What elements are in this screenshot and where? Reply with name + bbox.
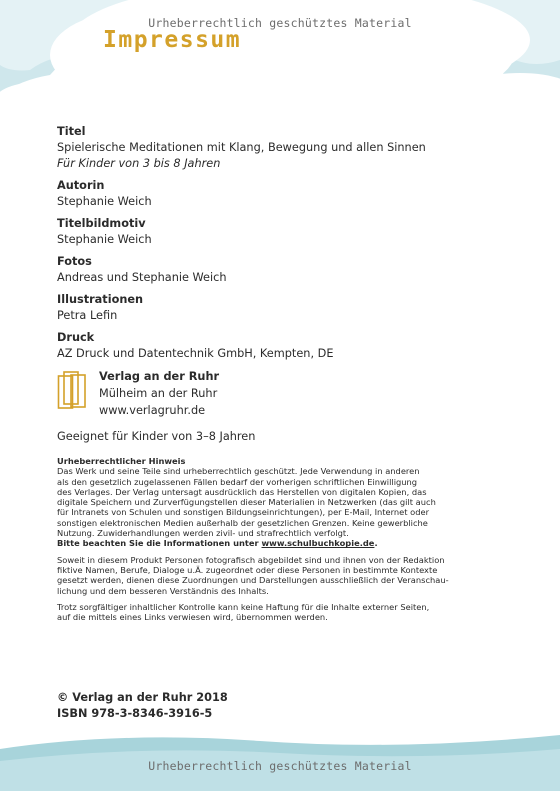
section-value: Andreas und Stephanie Weich <box>57 271 227 284</box>
page-title: Impressum <box>103 27 242 53</box>
section-label: Illustrationen <box>57 293 144 306</box>
section-author <box>57 178 517 210</box>
text-line: fiktive Namen, Berufe, Dialoge u.Ä. zugeordnet oder diese Personen in bestimmte Kontexte <box>57 564 438 575</box>
book-logo-icon <box>57 370 87 410</box>
legal-note-prefix: Bitte beachten Sie die Informationen unter <box>57 538 262 549</box>
legal-notice <box>57 456 517 622</box>
section-value: Petra Lefin <box>57 309 118 322</box>
legal-heading: Urheberrechtlicher Hinweis <box>57 456 186 466</box>
section-photos <box>57 254 517 286</box>
section-value: Stephanie Weich <box>57 233 152 246</box>
legal-paragraph-photos <box>57 555 517 596</box>
legal-paragraph-liability <box>57 602 517 623</box>
publisher-details <box>99 368 219 419</box>
section-cover-motif <box>57 216 517 248</box>
text-line: als den gesetzlich zugelassenen Fällen bedarf der vorherigen schriftlichen Einwilligung <box>57 476 418 487</box>
section-print <box>57 330 517 362</box>
text-line: auf die mittels eines Links verwiesen wird, übernommen werden. <box>57 612 328 623</box>
text-line: lichung und dem besseren Verständnis des Inhalts. <box>57 585 269 596</box>
copyright-watermark-bottom: Urheberrechtlich geschütztes Material <box>148 759 412 773</box>
text-line: digitale Speichern und Zurverfügungstellen dieser Materialien in Netzwerken (das gilt auch <box>57 497 436 508</box>
section-label: Fotos <box>57 255 92 268</box>
text-line: sonstigen elektronischen Medien außerhalb der gesetzlichen Grenzen. Keine gewerbliche <box>57 517 428 528</box>
imprint-content <box>57 124 517 628</box>
copyright-block <box>57 690 228 722</box>
section-value: Stephanie Weich <box>57 195 152 208</box>
text-line: gesetzt werden, dienen diese Zuordnungen und Darstellungen ausschließlich der Veranschau- <box>57 575 449 586</box>
copyright-line: © Verlag an der Ruhr 2018 <box>57 691 228 704</box>
text-line: Das Werk und seine Teile sind urheberrechtlich geschützt. Jede Verwendung in anderen <box>57 466 420 477</box>
text-line: Nutzung. Zuwiderhandlungen werden zivil- und strafrechtlich verfolgt. <box>57 528 349 539</box>
publisher-city: Mülheim an der Ruhr <box>99 387 218 400</box>
copyright-watermark-top: Urheberrechtlich geschütztes Material <box>148 16 412 30</box>
publisher-url[interactable]: www.verlagruhr.de <box>99 404 206 417</box>
section-subtitle: Für Kinder von 3 bis 8 Jahren <box>57 157 221 170</box>
isbn-line: ISBN 978-3-8346-3916-5 <box>57 707 213 720</box>
publisher-block <box>57 368 517 419</box>
text-line: Soweit in diesem Produkt Personen fotografisch abgebildet sind und ihnen von der Redaktion <box>57 554 445 565</box>
section-label: Titelbildmotiv <box>57 217 146 230</box>
text-line: Trotz sorgfältiger inhaltlicher Kontrolle kann keine Haftung für die Inhalte externer Seiten, <box>57 601 430 612</box>
section-value: AZ Druck und Datentechnik GmbH, Kempten, DE <box>57 347 334 360</box>
section-label: Druck <box>57 331 95 344</box>
text-line: des Verlages. Der Verlag untersagt ausdrücklich das Herstellen von digitalen Kopien, das <box>57 486 427 497</box>
section-illustrations <box>57 292 517 324</box>
section-label: Titel <box>57 125 86 138</box>
section-label: Autorin <box>57 179 105 192</box>
schulbuchkopie-link[interactable]: www.schulbuchkopie.de <box>261 538 375 549</box>
section-value: Spielerische Meditationen mit Klang, Bewegung und allen Sinnen <box>57 141 426 154</box>
text-line: für Intranets von Schulen und sonstigen Bildungseinrichtungen), per E-Mail, Internet oder <box>57 507 430 518</box>
legal-paragraph-copyright <box>57 466 517 548</box>
publisher-name: Verlag an der Ruhr <box>99 370 220 383</box>
section-title <box>57 124 517 172</box>
age-recommendation: Geeignet für Kinder von 3–8 Jahren <box>57 430 256 443</box>
legal-note-suffix: . <box>374 538 378 549</box>
